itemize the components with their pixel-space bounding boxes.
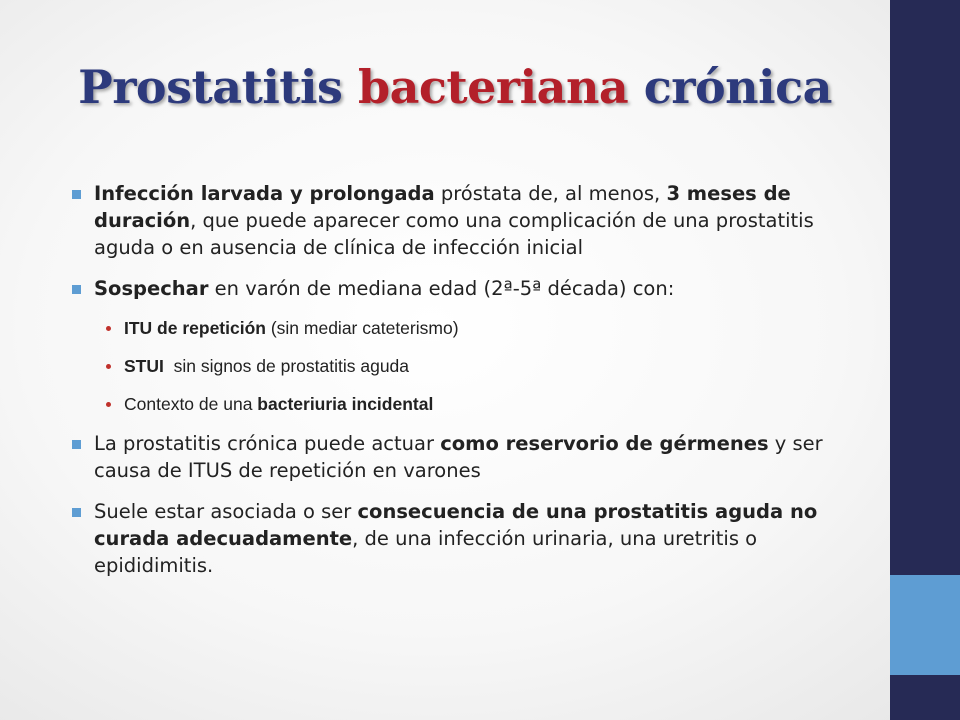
square-bullet-icon [72,440,81,449]
title-word-cronica: crónica [643,60,832,114]
title-word-prostatitis: Prostatitis [78,60,343,114]
square-bullet-icon [72,190,81,199]
dot-bullet-icon [106,402,111,407]
subbullet-itu: ITU de repetición (sin mediar cateterismo) [70,316,845,340]
slide-title [60,60,850,114]
dot-bullet-icon [106,364,111,369]
dot-bullet-icon [106,326,111,331]
sidebar-accent-block [890,575,960,675]
bullet-definition: Infección larvada y prolongada próstata de, al menos, 3 meses de duración, que puede aparecer como una complicación de una prostatitis aguda o en ausencia de clínica de infección inicial [70,180,845,261]
bullet-reservorio: La prostatitis crónica puede actuar como reservorio de gérmenes y ser causa de ITUS de repetición en varones [70,430,845,484]
bullet-consecuencia: Suele estar asociada o ser consecuencia de una prostatitis aguda no curada adecuadamente, de una infección urinaria, una uretritis o epididimitis. [70,498,845,579]
bullet-sospechar: Sospechar en varón de mediana edad (2ª-5ª década) con: [70,275,845,302]
title-word-bacteriana: bacteriana [357,60,629,114]
square-bullet-icon [72,508,81,517]
subbullet-bacteriuria: Contexto de una bacteriuria incidental [70,392,845,416]
square-bullet-icon [72,285,81,294]
subbullet-stui: STUI sin signos de prostatitis aguda [70,354,845,378]
bullet-list [70,180,845,593]
